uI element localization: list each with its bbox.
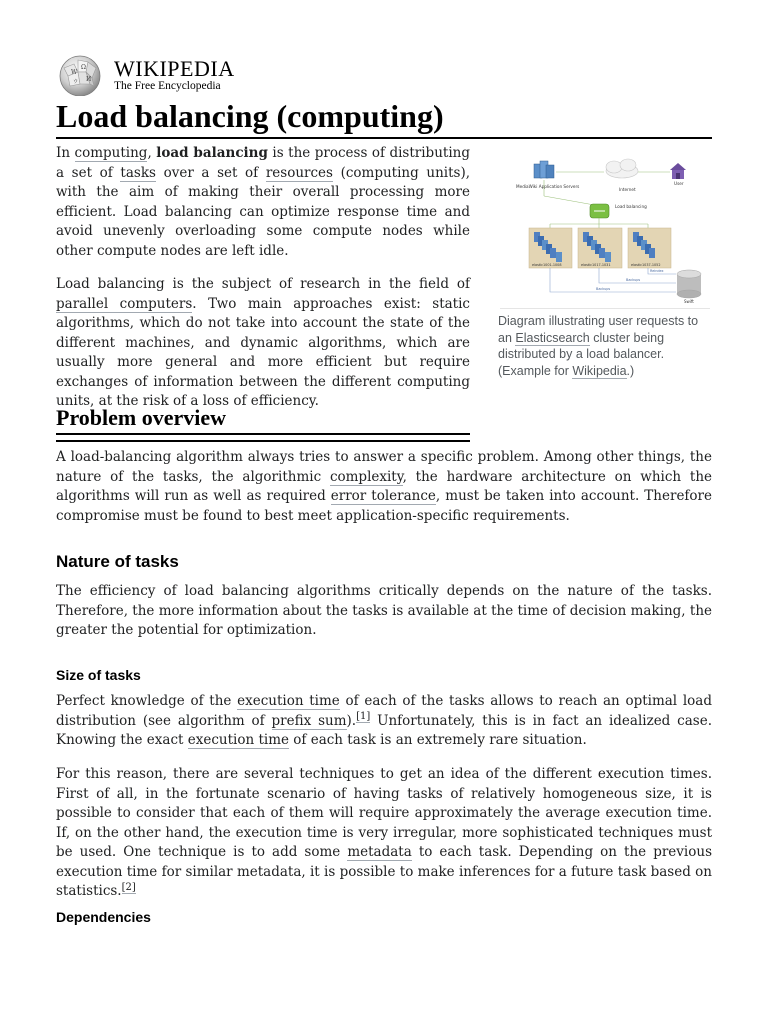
backups-label-2: Backups [596,287,611,291]
text: Perfect knowledge of the [56,693,238,709]
link-execution-time[interactable]: execution time [237,693,340,709]
text: is the process of distributing a set of [56,145,470,181]
load-balancing-diagram[interactable] [498,150,712,308]
cluster-2-label: elastic1017-1031 [581,263,611,267]
link-prefix-sum[interactable]: prefix sum [271,712,347,729]
text: of each of the tasks allows to reach an optimal load distribution (see algorithm of [56,693,712,729]
link-parallel-computers[interactable]: parallel computers [56,295,193,312]
section-divider [56,440,470,442]
text: over a set of [155,164,266,181]
size-of-tasks-paragraph-2 [56,765,712,902]
load-balancer-icon [590,204,609,218]
wikipedia-wordmark: WIKIPEDIA [114,56,235,81]
text: to each task. Depending on the previous execution time for similar metadata, it is possible to make inferences for a future task based on statistics. [56,844,712,899]
link-elasticsearch[interactable]: Elasticsearch [515,330,590,345]
nature-of-tasks-paragraph: The efficiency of load balancing algorithms critically depends on the nature of the tasks. Therefore, the more information about the tasks is available at the time of decision making, the greater the potential for optimization. [56,583,712,638]
svg-text:ウ: ウ [73,79,79,85]
link-tasks[interactable]: tasks [120,164,156,181]
wikipedia-globe-icon [56,54,104,96]
cluster-1-label: elastic1001-1008 [532,263,562,267]
wikipedia-tagline: The Free Encyclopedia [114,80,221,92]
heading-dependencies: Dependencies [56,909,151,925]
lead-paragraph-1 [56,144,470,261]
reference-2[interactable]: [2] [121,881,136,893]
caption-divider [500,308,710,309]
text: A load-balancing algorithm always tries to answer a specific problem. Among other things, the nature of the tasks, the algorithmic [56,449,712,485]
heading-size-of-tasks: Size of tasks [56,667,141,683]
internet-cloud-icon [606,159,638,178]
reference-1[interactable]: [1] [356,711,371,722]
lead-section [56,144,470,412]
text: In [56,145,75,161]
text: . Two main approaches exist: static algorithms, which do not take into account the state of the different machines, and dynamic algorithms, which are usually more general and more efficient but require exchanges of information between the different computing units, at the risk of a loss of efficiency. [56,295,470,409]
text: , the hardware architecture on which the algorithms will run as well as required [56,468,713,504]
swift-label: Swift [684,299,694,304]
link-resources[interactable]: resources [265,164,333,181]
server-cluster-2 [578,228,622,268]
swift-storage-icon [677,270,701,298]
text: cluster being distributed by a load balancer. (Example for [498,330,665,378]
server-cluster-3 [628,228,671,268]
user-house-icon [670,163,686,179]
wikipedia-header[interactable] [56,54,356,96]
text: Diagram illustrating user requests to an [498,314,699,345]
text: of each task is an extremely rare situation. [289,732,587,748]
text: Unfortunately, this is in fact an idealized case. Knowing the exact [56,712,712,748]
section-divider [56,433,470,435]
user-label: User [674,181,684,186]
link-wikipedia[interactable]: Wikipedia [572,363,627,378]
link-execution-time-2[interactable]: execution time [187,732,289,748]
heading-problem-overview: Problem overview [56,405,227,430]
svg-text:Ω: Ω [81,64,86,71]
svg-text:И: И [86,76,92,83]
bold-term: load balancing [156,145,268,161]
reindex-label: Reindex [650,269,664,273]
infobox-figure [498,150,712,379]
internet-label: Internet [619,187,636,192]
app-servers-icon [534,161,554,178]
text: For this reason, there are several techniques to get an idea of the different execution times. First of all, in the fortunate scenario of having tasks of relatively homogeneous size, it is possible to consider that each of them will require approximately the average execution time. If, on the other hand, the execution time is very irregular, more sophisticated techniques must be used. One technique is to add some [56,766,712,860]
link-error-tolerance[interactable]: error tolerance [330,488,436,504]
text: ). [346,712,357,729]
figure-caption [498,313,712,379]
cluster-3-label: elastic1037-1052 [631,263,661,267]
link-metadata[interactable]: metadata [347,844,412,860]
page-title: Load balancing (computing) [56,98,444,134]
text: Load balancing is the subject of research in the field of [56,276,470,292]
link-complexity[interactable]: complexity [329,468,403,485]
server-cluster-1 [529,228,572,268]
problem-overview-paragraph [56,448,712,526]
svg-text:W: W [71,69,78,76]
lead-paragraph-2 [56,275,470,412]
text: , must be taken into account. Therefore compromise must be found to best meet application-specific requirements. [56,488,712,524]
text: .) [626,363,635,378]
text: , [147,145,157,161]
size-of-tasks-paragraph-1 [56,692,712,751]
backups-label-1: Backups [626,278,641,282]
text: (computing units), with the aim of making their overall processing more efficient. Load balancing can optimize response time and avoid unevenly overloading some compute nodes while other compute nodes are left idle. [56,164,471,259]
title-divider [56,137,712,139]
load-balancing-label: Load balancing [615,204,647,209]
link-computing[interactable]: computing [74,145,148,161]
app-servers-label: MediaWiki Application Servers [516,184,580,189]
heading-nature-of-tasks: Nature of tasks [56,552,179,571]
